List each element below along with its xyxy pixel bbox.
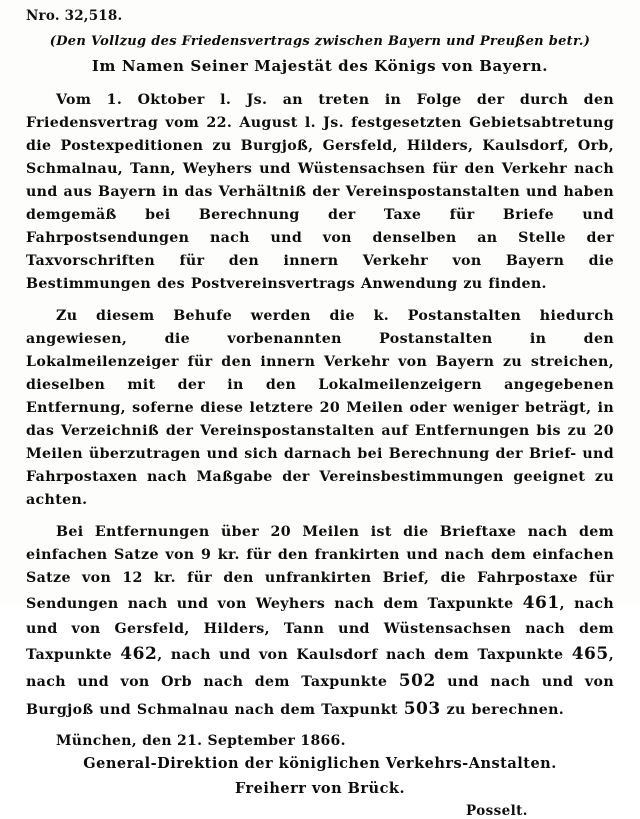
document-number: Nro. 32,518. [26,8,123,24]
tariff-point-502: 502 [398,671,436,692]
document-body [26,8,614,819]
paragraph-3-text-3: , nach und von Kaulsdorf nach dem Taxpunkte [157,646,572,663]
paragraph-3 [26,521,614,723]
paragraph-1: Vom 1. Oktober l. Js. an treten in Folge der durch den Friedensvertrag vom 22. August l. Js. festgesetzten Gebietsabtretung die Postexpeditionen zu Burgjoß, Gersfeld, Hilders, Kaulsdorf, Orb, Schmalnau, Tann, Weyhers und Wüstensachsen für den Verkehr nach und aus Bayern in das Verhältniß der Vereinspostanstalten und haben demgemäß bei Berechnung der Taxe für Briefe und Fahrpostsendungen nach und von denselben an Stelle der Taxvorschriften für den innern Verkehr von Bayern die Bestimmungen des Postvereinsvertrags Anwendung zu finden. [26,92,614,292]
paragraph-3-text-4: , nach und von Orb nach dem Taxpunkte [26,646,615,691]
paragraph-3-text-2: , nach und von Gersfeld, Hilders, Tann und Wüstensachsen nach dem Taxpunkte [26,596,615,663]
document-subtitle: (Den Vollzug des Friedensvertrags zwischen Bayern und Preußen betr.) [49,34,591,49]
place-and-date: München, den 21. September 1866. [56,733,346,750]
issuing-authority: General-Direktion der königlichen Verkehrs-Anstalten. [83,755,557,773]
countersignature: Posselt. [466,803,528,819]
paragraph-3-text-1: Bei Entfernungen über 20 Meilen ist die Brieftaxe nach dem einfachen Satze von 9 kr. für den frankirten und nach dem einfachen Satze von 12 kr. für den unfrankirten Brief, die Fahrpostaxe für Sendungen nach und von Weyhers nach dem Taxpunkte [26,524,614,612]
paragraph-3-text-6: zu berechnen. [440,701,565,718]
tariff-point-462: 462 [120,643,158,664]
tariff-point-461: 461 [522,593,560,613]
paragraph-2: Zu diesem Behufe werden die k. Postanstalten hiedurch angewiesen, die vorbenannten Postanstalten in den Lokalmeilenzeiger für den innern Verkehr von Bayern zu streichen, dieselben mit der in den Lokalmeilenzeigern angegebenen Entfernung, soferne diese letztere 20 Meilen oder weniger beträgt, in das Verzeichniß der Vereinspostanstalten auf Entfernungen bis zu 20 Meilen überzutragen und sich darnach bei Berechnung der Brief- und Fahrpostaxen nach Maßgabe der Vereinsbestimmungen geeignet zu achten. [26,308,614,508]
tariff-point-465: 465 [571,643,609,664]
signature: Freiherr von Brück. [234,780,406,798]
paragraph-3-text-5: und nach und von Burgjoß und Schmalnau nach dem Taxpunkt [26,674,614,718]
page-title: Im Namen Seiner Majestät des Königs von Bayern. [91,57,549,75]
tariff-point-503: 503 [403,698,441,719]
